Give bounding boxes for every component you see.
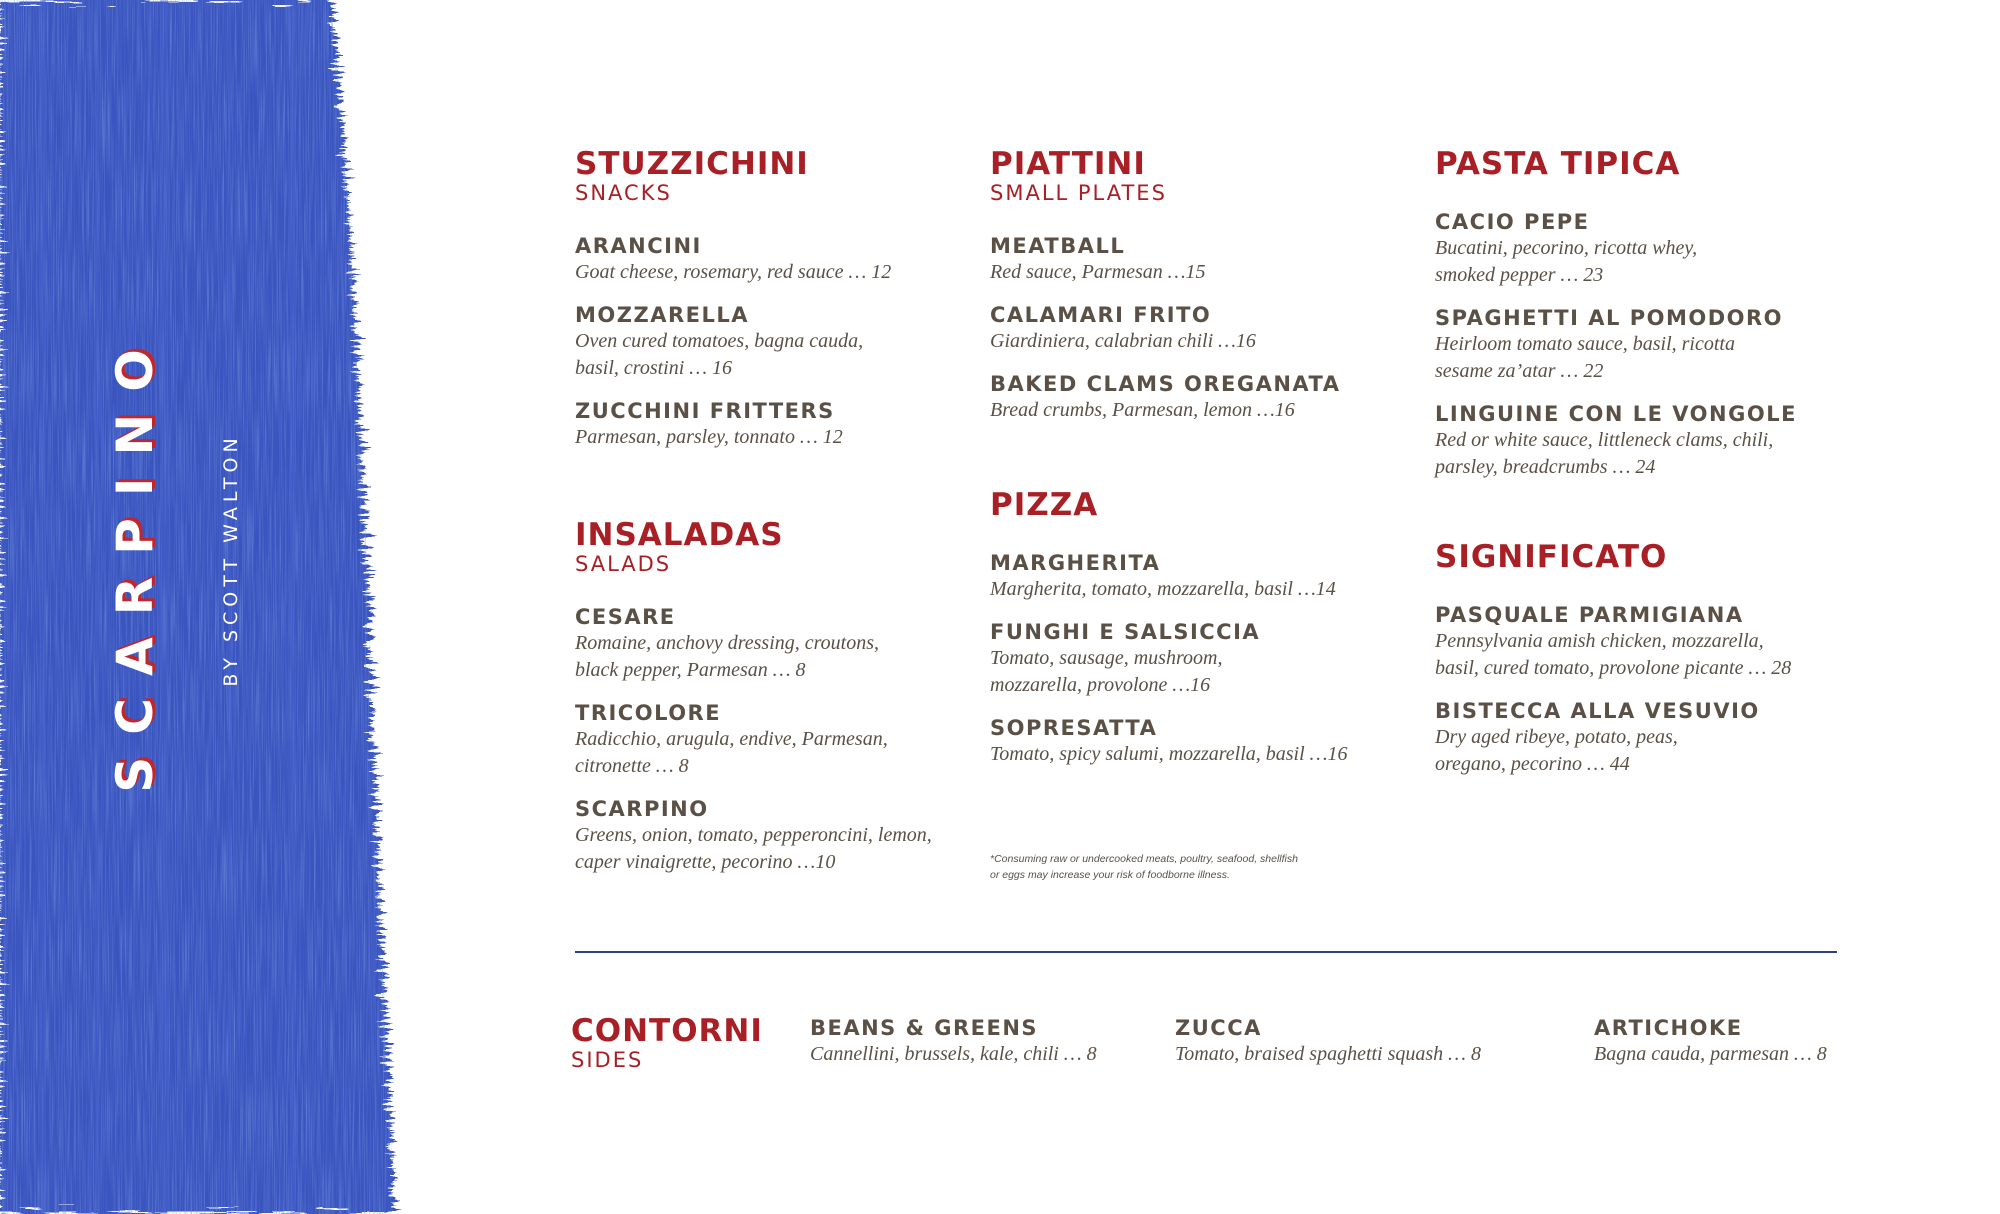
section-insaladas	[575, 518, 975, 892]
menu-item-name: ARTICHOKE	[1594, 1016, 1743, 1040]
section-pasta-tipica	[1435, 147, 1875, 497]
menu-item-description: Red or white sauce, littleneck clams, chili, parsley, breadcrumbs … 24	[1435, 429, 1774, 478]
brush-stroke-background	[0, 0, 420, 1214]
side-item	[1594, 1015, 1827, 1068]
menu-item-list	[1435, 209, 1875, 481]
menu-item-description: Bagna cauda, parmesan … 8	[1594, 1043, 1827, 1065]
section-subtitle: SMALL PLATES	[990, 181, 1167, 205]
menu-item-name: MARGHERITA	[990, 551, 1161, 575]
menu-item	[990, 233, 1410, 286]
menu-item-description: Romaine, anchovy dressing, croutons, black pepper, Parmesan … 8	[575, 632, 880, 681]
menu-item-description: Heirloom tomato sauce, basil, ricotta sesame za’atar … 22	[1435, 333, 1735, 382]
menu-item-name: ZUCCHINI FRITTERS	[575, 399, 835, 423]
menu-item	[990, 550, 1410, 603]
menu-item-description: Radicchio, arugula, endive, Parmesan, citronette … 8	[575, 728, 888, 777]
menu-item-name: TRICOLORE	[575, 701, 722, 725]
section-piattini	[990, 147, 1410, 440]
menu-item-name: LINGUINE CON LE VONGOLE	[1435, 402, 1797, 426]
health-disclaimer: *Consuming raw or undercooked meats, poultry, seafood, shellfish or eggs may increase your risk of foodborne illness.	[990, 853, 1298, 881]
menu-item-list	[1435, 602, 1895, 778]
menu-item-description: Parmesan, parsley, tonnato … 12	[575, 426, 843, 448]
section-title: PASTA TIPICA	[1435, 146, 1681, 182]
menu-item-description: Red sauce, Parmesan …15	[990, 261, 1206, 283]
menu-item-name: CACIO PEPE	[1435, 210, 1590, 234]
menu-item-name: CESARE	[575, 605, 676, 629]
menu-item	[575, 796, 975, 876]
menu-item-description: Dry aged ribeye, potato, peas, oregano, pecorino … 44	[1435, 726, 1678, 775]
menu-item-name: BEANS & GREENS	[810, 1016, 1039, 1040]
menu-item-list	[990, 233, 1410, 424]
menu-item-description: Bread crumbs, Parmesan, lemon …16	[990, 399, 1295, 421]
menu-item	[1435, 401, 1875, 481]
section-pizza	[990, 488, 1410, 784]
side-item	[1175, 1015, 1481, 1068]
section-title: PIZZA	[990, 487, 1099, 523]
section-title: INSALADAS	[575, 517, 784, 553]
section-subtitle: SIDES	[571, 1048, 644, 1072]
menu-item-description: Margherita, tomato, mozzarella, basil …14	[990, 578, 1336, 600]
menu-item	[1435, 602, 1895, 682]
menu-item	[575, 398, 955, 451]
menu-item-list	[575, 233, 955, 451]
menu-item-description: Tomato, sausage, mushroom, mozzarella, provolone …16	[990, 647, 1223, 696]
menu-item-list	[990, 550, 1410, 768]
brand-name: SCARPINO	[106, 327, 164, 793]
menu-item-list	[575, 604, 975, 876]
section-contorni	[571, 1014, 771, 1072]
menu-item-name: SCARPINO	[575, 797, 709, 821]
menu-item-description: Cannellini, brussels, kale, chili … 8	[810, 1043, 1097, 1065]
menu-item-description: Oven cured tomatoes, bagna cauda, basil, crostini … 16	[575, 330, 864, 379]
menu-item	[575, 302, 955, 382]
menu-item	[990, 619, 1410, 699]
menu-item	[1435, 209, 1875, 289]
menu-item-description: Greens, onion, tomato, pepperoncini, lemon, caper vinaigrette, pecorino …10	[575, 824, 932, 873]
menu-item	[1435, 305, 1875, 385]
menu-item-name: CALAMARI FRITO	[990, 303, 1212, 327]
menu-item-description: Bucatini, pecorino, ricotta whey, smoked pepper … 23	[1435, 237, 1698, 286]
section-subtitle: SNACKS	[575, 181, 672, 205]
menu-item-description: Tomato, braised spaghetti squash … 8	[1175, 1043, 1481, 1065]
menu-item-description: Goat cheese, rosemary, red sauce … 12	[575, 261, 892, 283]
menu-item-name: FUNGHI E SALSICCIA	[990, 620, 1261, 644]
section-divider	[575, 951, 1837, 953]
menu-item	[575, 604, 975, 684]
menu-item	[990, 302, 1410, 355]
menu-item	[1435, 698, 1895, 778]
section-stuzzichini	[575, 147, 955, 467]
menu-item-name: ARANCINI	[575, 234, 702, 258]
side-item	[810, 1015, 1097, 1068]
section-title: PIATTINI	[990, 146, 1146, 182]
menu-item	[990, 371, 1410, 424]
brand-tagline: BY SCOTT WALTON	[220, 433, 242, 687]
menu-item	[575, 233, 955, 286]
menu-item-name: BAKED CLAMS OREGANATA	[990, 372, 1341, 396]
section-title: STUZZICHINI	[575, 146, 809, 182]
menu-item-name: MOZZARELLA	[575, 303, 749, 327]
menu-item-name: SPAGHETTI AL POMODORO	[1435, 306, 1783, 330]
menu-item	[990, 715, 1410, 768]
menu-item-description: Tomato, spicy salumi, mozzarella, basil …16	[990, 743, 1348, 765]
menu-item-name: SOPRESATTA	[990, 716, 1158, 740]
section-significato	[1435, 540, 1895, 794]
menu-item-name: PASQUALE PARMIGIANA	[1435, 603, 1744, 627]
menu-item-name: ZUCCA	[1175, 1016, 1262, 1040]
menu-item	[575, 700, 975, 780]
menu-item-name: BISTECCA ALLA VESUVIO	[1435, 699, 1760, 723]
section-title: CONTORNI	[571, 1013, 763, 1049]
section-subtitle: SALADS	[575, 552, 672, 576]
menu-item-name: MEATBALL	[990, 234, 1126, 258]
menu-item-description: Giardiniera, calabrian chili …16	[990, 330, 1256, 352]
section-title: SIGNIFICATO	[1435, 539, 1668, 575]
menu-item-description: Pennsylvania amish chicken, mozzarella, basil, cured tomato, provolone picante … 28	[1435, 630, 1792, 679]
